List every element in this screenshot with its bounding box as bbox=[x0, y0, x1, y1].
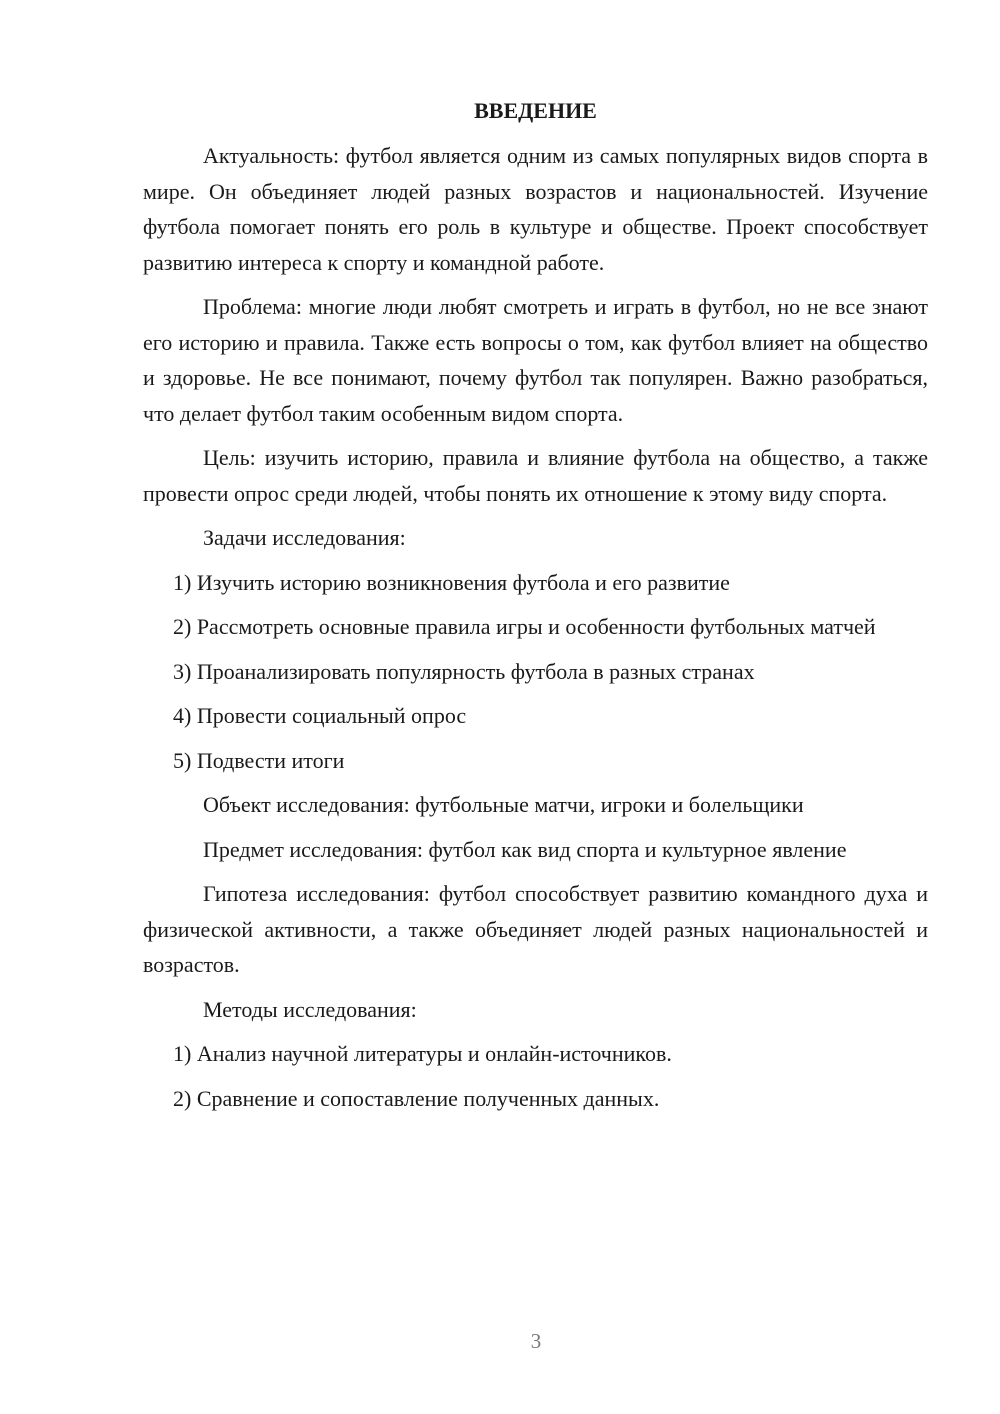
document-body bbox=[143, 95, 928, 1125]
method-item: 2) Сравнение и сопоставление полученных данных. bbox=[173, 1085, 660, 1111]
section-title: ВВЕДЕНИЕ bbox=[474, 98, 597, 123]
task-item: 4) Провести социальный опрос bbox=[173, 703, 467, 728]
task-item: 3) Проанализировать популярность футбола в разных странах bbox=[173, 658, 755, 684]
page-number: 3 bbox=[530, 1329, 542, 1353]
subject-paragraph: Предмет исследования: футбол как вид спорта и культурное явление bbox=[203, 836, 847, 862]
task-item: 1) Изучить историю возникновения футбола и его развитие bbox=[173, 569, 730, 595]
relevance-paragraph: Актуальность: футбол является одним из самых популярных видов спорта в мире. Он объединяет людей разных возрастов и национальностей. Изучение футбола помогает понять его роль в культуре и обществе. Проект способствует развитию интереса к спорту и командной работе. bbox=[143, 143, 928, 275]
goal-paragraph: Цель: изучить историю, правила и влияние футбола на общество, а также провести опрос среди людей, чтобы понять их отношение к этому виду спорта. bbox=[143, 445, 928, 506]
task-item: 2) Рассмотреть основные правила игры и особенности футбольных матчей bbox=[173, 614, 876, 639]
methods-heading: Методы исследования: bbox=[203, 996, 417, 1022]
object-paragraph: Объект исследования: футбольные матчи, игроки и болельщики bbox=[203, 792, 804, 817]
tasks-heading: Задачи исследования: bbox=[203, 525, 406, 550]
task-item: 5) Подвести итоги bbox=[173, 747, 345, 773]
hypothesis-paragraph: Гипотеза исследования: футбол способствует развитию командного духа и физической активности, а также объединяет людей разных национальностей и возрастов. bbox=[143, 881, 928, 977]
method-item: 1) Анализ научной литературы и онлайн-источников. bbox=[173, 1041, 672, 1066]
problem-paragraph: Проблема: многие люди любят смотреть и играть в футбол, но не все знают его историю и правила. Также есть вопросы о том, как футбол влияет на общество и здоровье. Не все понимают, почему футбол так популярен. Важно разобраться, что делает футбол таким особенным видом спорта. bbox=[143, 294, 928, 426]
